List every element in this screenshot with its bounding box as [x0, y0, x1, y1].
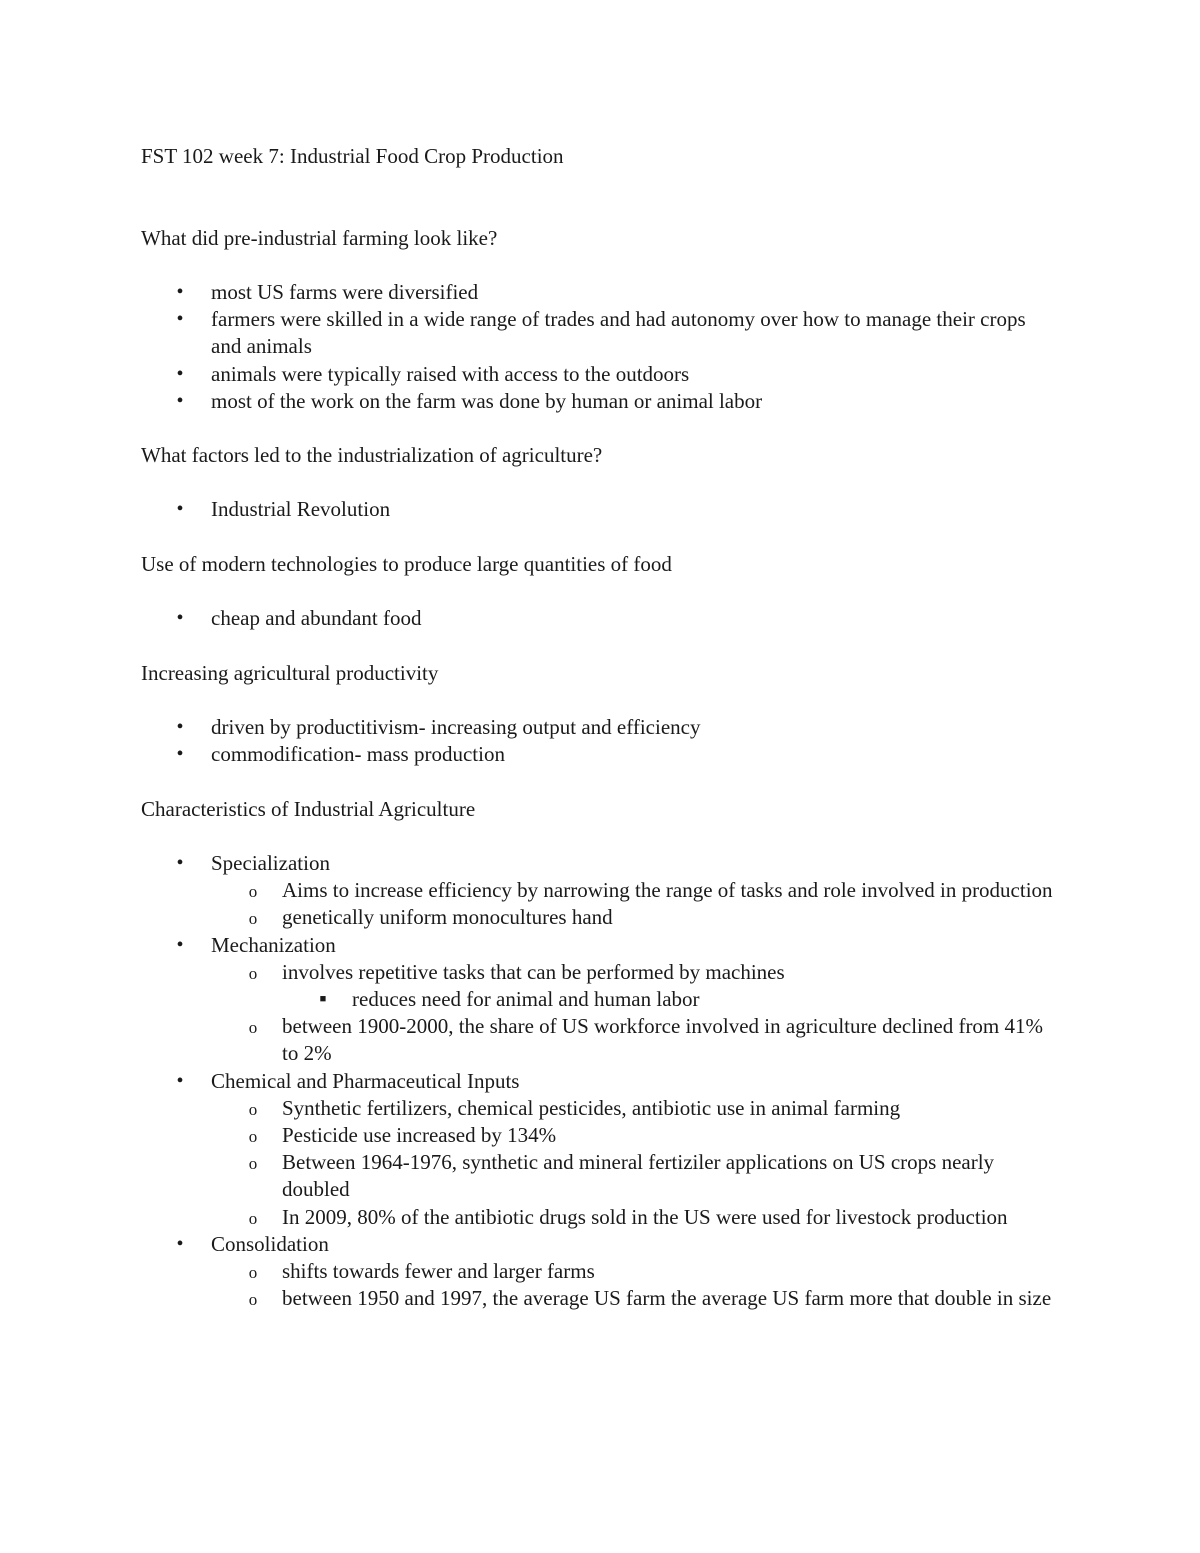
list-item: • most of the work on the farm was done by human or animal labor	[141, 388, 1061, 415]
list-item: • Consolidation	[141, 1231, 1061, 1258]
section-heading: Increasing agricultural productivity	[141, 661, 439, 685]
section-heading: Use of modern technologies to produce large quantities of food	[141, 552, 672, 576]
section-heading: What did pre-industrial farming look like?	[141, 226, 498, 250]
list-item: • Chemical and Pharmaceutical Inputs	[141, 1068, 1061, 1095]
bullet-dot-icon: •	[176, 308, 184, 331]
bullet-list	[141, 496, 1061, 523]
bullet-dot-icon: •	[176, 852, 184, 874]
bullet-circle-icon: o	[248, 1099, 258, 1119]
bullet-circle-icon: o	[248, 1290, 258, 1310]
bullet-circle-icon: o	[248, 1208, 258, 1228]
bullet-dot-icon: •	[176, 716, 184, 738]
bullet-circle-icon: o	[248, 1154, 258, 1174]
bullet-dot-icon: •	[176, 1232, 184, 1255]
list-item: • farmers were skilled in a wide range of trades and had autonomy over how to manage their crops and animals	[141, 306, 1061, 360]
list-item: • animals were typically raised with access to the outdoors	[141, 361, 1061, 388]
list-item: • driven by productitivism- increasing output and efficiency	[141, 714, 1061, 741]
bullet-square-icon: ■	[319, 993, 327, 1006]
sub-list-item: o Pesticide use increased by 134%	[141, 1122, 1061, 1149]
sub-list-item: o Synthetic fertilizers, chemical pesticides, antibiotic use in animal farming	[141, 1095, 1061, 1122]
sub-list-item: o genetically uniform monocultures hand	[141, 904, 1061, 931]
list-item: • Industrial Revolution	[141, 496, 1061, 523]
bullet-circle-icon: o	[248, 1018, 258, 1038]
bullet-circle-icon: o	[248, 963, 258, 983]
bullet-dot-icon: •	[176, 498, 184, 520]
bullet-list	[141, 605, 1061, 632]
bullet-dot-icon: •	[176, 281, 184, 303]
section-heading: Characteristics of Industrial Agriculture	[141, 797, 476, 821]
sub-list-item: o Between 1964-1976, synthetic and mineral fertiziler applications on US crops nearly doubled	[141, 1149, 1061, 1203]
list-item: • cheap and abundant food	[141, 605, 1061, 632]
bullet-circle-icon: o	[248, 882, 258, 902]
bullet-list	[141, 850, 1061, 1312]
bullet-dot-icon: •	[176, 607, 184, 629]
bullet-circle-icon: o	[248, 1127, 258, 1147]
bullet-circle-icon: o	[248, 1263, 258, 1283]
sub-list-item: o In 2009, 80% of the antibiotic drugs sold in the US were used for livestock production	[141, 1204, 1061, 1231]
bullet-dot-icon: •	[176, 743, 184, 766]
list-item: • most US farms were diversified	[141, 279, 1061, 306]
sub-list-item: o shifts towards fewer and larger farms	[141, 1258, 1061, 1285]
bullet-dot-icon: •	[176, 933, 184, 956]
sub-list-item: o involves repetitive tasks that can be performed by machines	[141, 959, 1061, 986]
bullet-dot-icon: •	[176, 362, 184, 385]
sub-list-item: o between 1900-2000, the share of US workforce involved in agriculture declined from 41% to 2%	[141, 1013, 1061, 1067]
list-item: • Specialization	[141, 850, 1061, 877]
sub-list-item: o between 1950 and 1997, the average US farm the average US farm more that double in size	[141, 1285, 1061, 1312]
bullet-list	[141, 714, 1061, 768]
bullet-dot-icon: •	[176, 389, 184, 412]
page-title: FST 102 week 7: Industrial Food Crop Production	[141, 144, 564, 168]
sub-list-item: o Aims to increase efficiency by narrowing the range of tasks and role involved in production	[141, 877, 1061, 904]
bullet-circle-icon: o	[248, 909, 258, 929]
sub-sub-list-item: ■ reduces need for animal and human labor	[141, 986, 1061, 1013]
bullet-dot-icon: •	[176, 1069, 184, 1092]
bullet-list	[141, 279, 1061, 415]
section-heading: What factors led to the industrialization of agriculture?	[141, 443, 603, 467]
list-item: • Mechanization	[141, 932, 1061, 959]
list-item: • commodification- mass production	[141, 741, 1061, 768]
